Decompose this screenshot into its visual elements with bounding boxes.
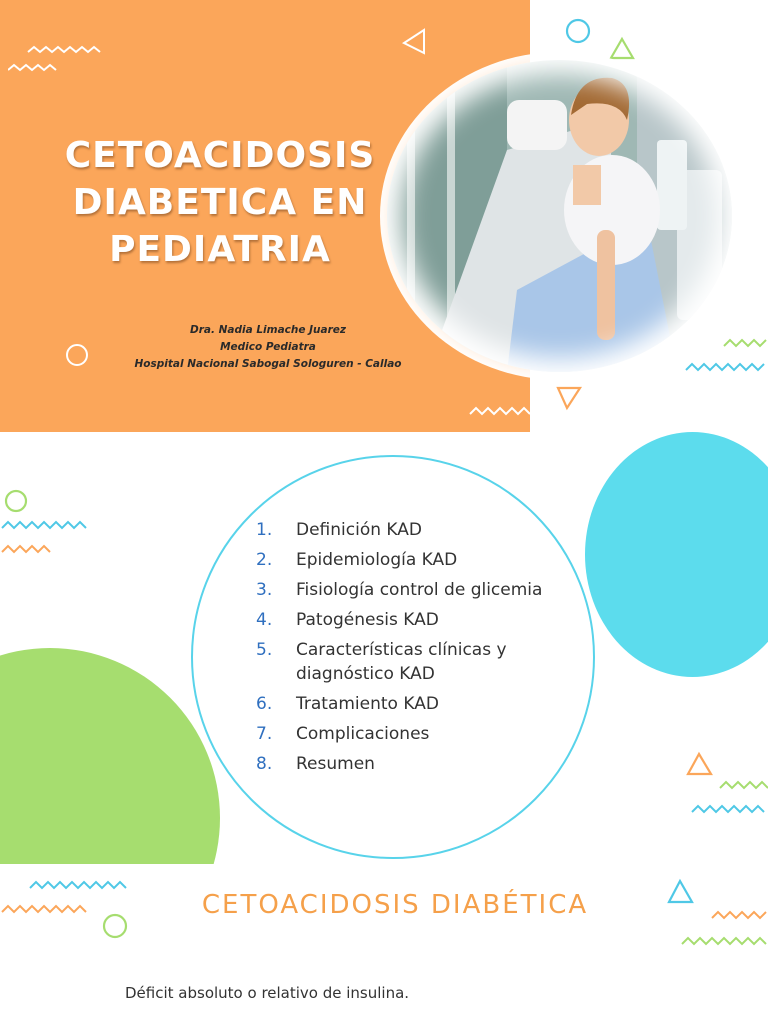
slide-heading: CETOACIDOSIS DIABÉTICA xyxy=(201,890,589,920)
agenda-item-text: Complicaciones xyxy=(296,724,430,744)
agenda-item-text: Epidemiología KAD xyxy=(296,550,458,570)
triangle-outline-icon xyxy=(400,27,430,57)
author-name: Dra. Nadia Limache Juarez xyxy=(189,324,347,336)
agenda-slide xyxy=(0,432,768,864)
zigzag-icon xyxy=(8,44,103,76)
cyan-circle-decoration xyxy=(585,432,768,677)
agenda-item-text: Definición KAD xyxy=(296,520,422,540)
circle-outline-icon xyxy=(3,488,29,514)
title-slide xyxy=(0,0,768,432)
agenda-item-number: 7. xyxy=(256,724,273,744)
agenda-item xyxy=(256,722,556,746)
agenda-item xyxy=(256,518,556,542)
author-hospital: Hospital Nacional Sabogal Sologuren - Callao xyxy=(134,358,402,370)
author-role: Medico Pediatra xyxy=(220,341,316,353)
agenda-item-text: Resumen xyxy=(296,754,375,774)
circle-outline-icon xyxy=(563,16,593,46)
zigzag-icon xyxy=(468,402,532,418)
agenda-item-number: 2. xyxy=(256,550,273,570)
agenda-item xyxy=(256,608,556,632)
agenda-item-text: Fisiología control de glicemia xyxy=(296,580,543,600)
agenda-item-number: 4. xyxy=(256,610,273,630)
patient-illustration xyxy=(387,60,732,372)
agenda-list xyxy=(256,518,556,782)
author-block xyxy=(108,322,428,373)
triangle-outline-icon xyxy=(608,36,636,62)
triangle-outline-icon xyxy=(685,750,715,778)
slide-body-text: Déficit absoluto o relativo de insulina. xyxy=(125,984,410,1002)
title-line: CETOACIDOSIS xyxy=(64,135,376,176)
zigzag-icon xyxy=(0,518,88,558)
definition-slide xyxy=(0,864,768,1024)
agenda-item-text: Patogénesis KAD xyxy=(296,610,439,630)
agenda-item-number: 5. xyxy=(256,640,273,660)
circle-outline-icon xyxy=(64,342,90,368)
presentation-title xyxy=(30,132,410,273)
zigzag-icon xyxy=(690,778,768,820)
agenda-item-text: Tratamiento KAD xyxy=(296,694,439,714)
title-line: PEDIATRIA xyxy=(109,229,331,270)
agenda-item-number: 1. xyxy=(256,520,273,540)
agenda-item-text: Características clínicas y diagnóstico KAD xyxy=(296,640,507,684)
triangle-outline-icon xyxy=(554,384,584,412)
agenda-item xyxy=(256,752,556,776)
green-circle-decoration xyxy=(0,648,220,864)
title-line: DIABETICA EN xyxy=(72,182,368,223)
agenda-item xyxy=(256,578,556,602)
agenda-item-number: 6. xyxy=(256,694,273,714)
agenda-item-number: 3. xyxy=(256,580,273,600)
agenda-item-number: 8. xyxy=(256,754,273,774)
agenda-item xyxy=(256,638,556,686)
agenda-item xyxy=(256,692,556,716)
agenda-item xyxy=(256,548,556,572)
zigzag-icon xyxy=(684,336,768,378)
